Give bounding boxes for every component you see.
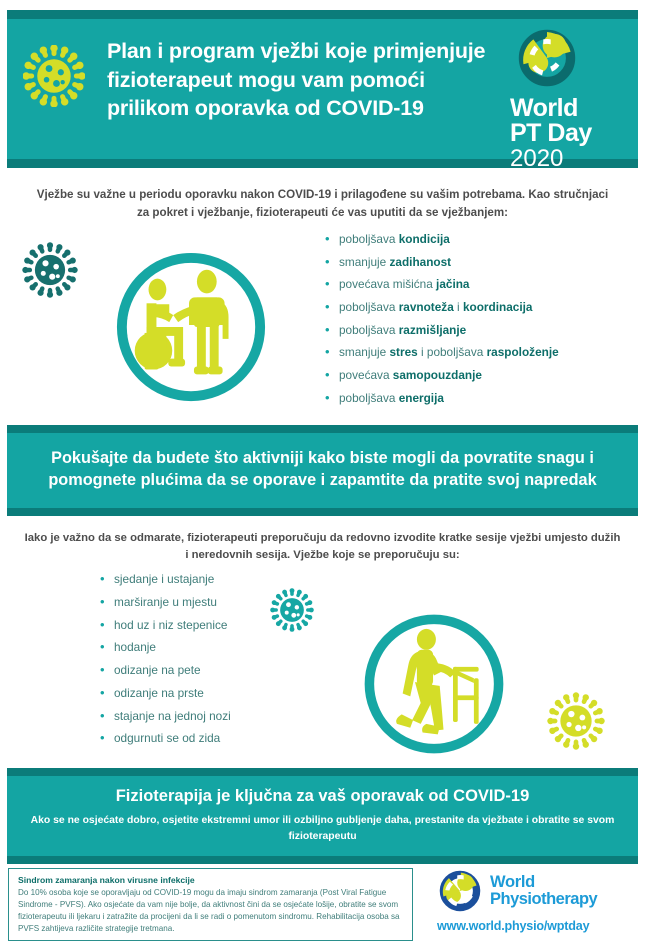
world-physiotherapy-logo[interactable] <box>437 868 642 933</box>
benefit-text-plain: povećava mišićna <box>339 277 437 292</box>
list-item <box>325 232 625 246</box>
pvfs-box-title: Sindrom zamaranja nakon virusne infekcije <box>18 875 195 885</box>
header-title: Plan i program vježbi koje primjenjuje fizioterapeut mogu vam pomoći prilikom oporavka od COVID-19 <box>107 39 486 121</box>
world-pt-day-logo <box>510 27 622 171</box>
list-item: • stajanje na jednoj nozi <box>100 709 330 723</box>
wptday-url-link[interactable]: www.world.physio/wptday <box>437 919 590 933</box>
banner2-bottom-rule <box>7 856 638 864</box>
world-physiotherapy-mark-icon <box>437 868 483 914</box>
banner2-body <box>7 776 638 856</box>
benefit-text-bold: razmišljanje <box>398 322 467 337</box>
benefit-text-plain: poboljšava <box>339 390 399 405</box>
physiotherapy-key-banner <box>7 768 638 864</box>
list-item: • hod uz i niz stepenice <box>100 618 330 632</box>
list-item: • odizanje na prste <box>100 686 330 700</box>
list-item <box>325 323 625 337</box>
wptday-logo-year: 2020 <box>510 144 564 172</box>
benefit-text-mid: i <box>453 299 463 314</box>
list-item: • sjedanje i ustajanje <box>100 572 330 586</box>
benefit-text-bold2: raspoloženje <box>486 345 559 360</box>
banner2-subtext: Ako se ne osjećate dobro, osjetite ekstremni umor ili ozbiljno gubljenje daha, prestanite da vježbate i obratite se svom fizioterapeutu <box>30 815 615 842</box>
coronavirus-icon-teal <box>270 588 314 632</box>
list-item: • hodanje <box>100 640 330 654</box>
list-item <box>325 368 625 382</box>
benefits-list <box>325 232 625 405</box>
benefit-text-bold2: koordinacija <box>462 299 533 314</box>
benefit-text-bold: ravnoteža <box>398 299 454 314</box>
banner1-text: Pokušajte da budete što aktivniji kako biste mogli da povratite snagu i pomognete plućima da se oporave i zapamtite da pratite svoj napredak <box>7 433 638 508</box>
benefit-text-plain: smanjuje <box>339 254 390 269</box>
coronavirus-icon <box>23 45 85 107</box>
list-item: • odgurnuti se od zida <box>100 731 330 745</box>
section2-intro-text: Iako je važno da se odmarate, fizioterapeuti preporučuju da redovno izvodite kratke sesije vježbi umjesto dužih i neredovnih sesija. Vježbe koje se preporučuju su: <box>24 532 621 561</box>
activity-banner <box>7 425 638 516</box>
banner2-top-rule <box>7 768 638 776</box>
list-item <box>325 345 625 359</box>
benefit-text-plain: poboljšava <box>339 299 399 314</box>
banner2-heading: Fizioterapija je ključna za vaš oporavak od COVID-19 <box>115 787 530 805</box>
list-item <box>325 300 625 314</box>
benefits-list-container <box>325 232 625 413</box>
wheelchair-therapist-illustration <box>112 248 270 406</box>
section1-intro-text: Vježbe su važne u periodu oporavku nakon COVID-19 i prilagođene su vašim potrebama. Kao stručnjaci za pokret i vježbanje, fizioterapeuti će vas uputiti da se vježbanjem: <box>36 188 609 219</box>
header-banner <box>7 19 638 172</box>
benefit-text-bold: energija <box>398 390 444 405</box>
coronavirus-icon-lime <box>547 692 605 750</box>
list-item: • odizanje na pete <box>100 663 330 677</box>
header-top-rule <box>7 10 638 19</box>
banner1-top-rule <box>7 425 638 433</box>
benefit-text-plain: povećava <box>339 367 393 382</box>
benefit-text-bold: samopouzdanje <box>392 367 482 382</box>
benefit-text-plain: poboljšava <box>339 232 399 246</box>
world-physiotherapy-line2: Physiotherapy <box>490 889 598 908</box>
pvfs-info-box <box>8 868 413 941</box>
benefit-text-mid: i poboljšava <box>417 345 487 360</box>
header-section <box>7 10 638 172</box>
banner1-bottom-rule <box>7 508 638 516</box>
wptday-logo-line2: PT Day <box>510 118 592 147</box>
wptday-logo-line1: World <box>510 94 578 122</box>
list-item: • marširanje u mjestu <box>100 595 330 609</box>
benefit-text-bold: kondicija <box>398 232 450 246</box>
wptday-mark-icon <box>516 27 578 89</box>
benefit-text-bold: zadihanost <box>389 254 452 269</box>
list-item <box>325 391 625 405</box>
benefit-text-plain: smanjuje <box>339 345 390 360</box>
coronavirus-icon-dark <box>22 242 78 298</box>
benefit-text-bold: stres <box>389 345 418 360</box>
benefit-text-bold: jačina <box>436 277 470 292</box>
pvfs-box-text: Do 10% osoba koje se oporavljaju od COVID-19 mogu da imaju sindrom zamaranja (Post Viral Fatigue Sindrome - PVFS). Ako osjećate da vam nije bolje, da aktivnost čini da se osjećate lošije, obratite se svom fizioterapeutu ili ljekaru i zatražite da procijeni da li se radi o pomenutom sindromu. Rehabilitacija osoba sa PVFS zahtijeva različite strategije tretmana. <box>18 888 400 933</box>
list-item <box>325 255 625 269</box>
world-physiotherapy-line1: World <box>490 872 535 891</box>
list-item <box>325 277 625 291</box>
walking-frame-illustration <box>358 608 510 760</box>
benefit-text-plain: poboljšava <box>339 322 399 337</box>
